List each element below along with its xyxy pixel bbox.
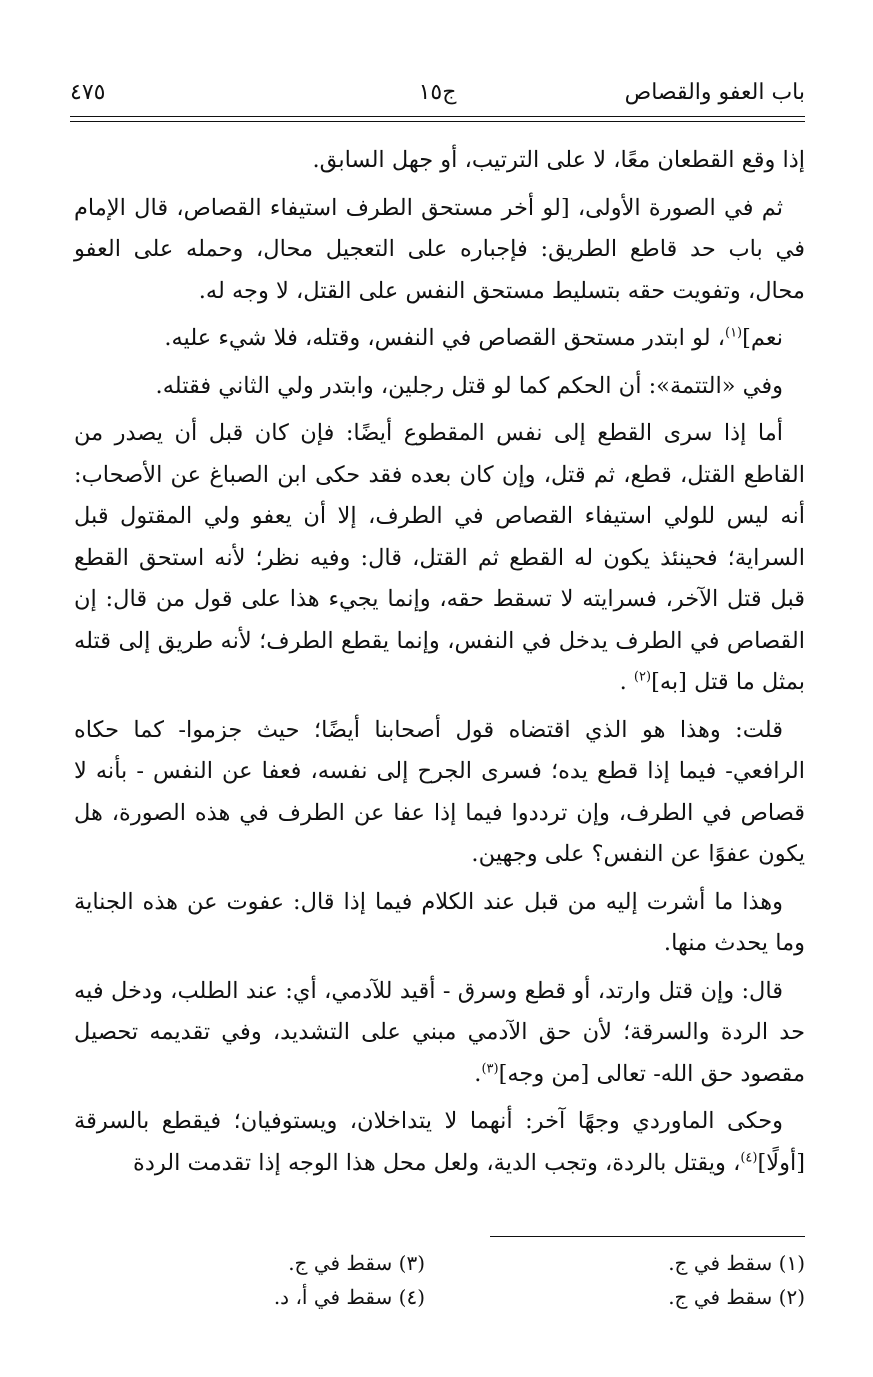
header-rule-bottom: [70, 121, 805, 122]
volume-label: ج١٥: [418, 80, 457, 105]
footnote-rule: [490, 1236, 805, 1237]
paragraph: ثم في الصورة الأولى، [لو أخر مستحق الطرف استيفاء القصاص، قال الإمام في باب حد قاطع الطريق: فإجباره على التعجيل محال، وحمله على العفو محال، وتفويت حقه بتسليط مستحق النفس على القتل، لا وجه له.: [74, 194, 805, 304]
footnote-ref: (٢): [633, 669, 652, 685]
main-text: [74, 140, 805, 1190]
footnote-ref: (٤): [740, 1150, 758, 1165]
paragraph: قال: وإن قتل وارتد، أو قطع وسرق - أقيد للآدمي، أي: عند الطلب، ودخل فيه حد الردة والسرقة؛ لأن حق الآدمي مبني على التشديد، وفي تقديمه تحصيل مقصود حق الله- تعالى [من وجه]$^{(٣)}$.: [74, 977, 805, 1087]
footnote-ref: (٣): [481, 1061, 499, 1076]
running-header: [70, 74, 805, 114]
footnote: (١) سقط في ج.: [668, 1251, 805, 1275]
footnote: (٤) سقط في أ، د.: [273, 1285, 425, 1309]
header-rule-top: [70, 116, 805, 117]
footnote: (٢) سقط في ج.: [668, 1285, 805, 1309]
paragraph: إذا وقع القطعان معًا، لا على الترتيب، أو جهل السابق.: [312, 147, 805, 173]
footnote-column-left: [125, 1246, 425, 1314]
paragraph: وحكى الماوردي وجهًا آخر: أنهما لا يتداخلان، ويستوفيان؛ فيقطع بالسرقة [أولًا]$^{(٤)}$، ويقتل بالردة، وتجب الدية، ولعل محل هذا الوجه إذا تقدمت الردة: [74, 1108, 805, 1176]
paragraph: نعم]$^{(١)}$، لو ابتدر مستحق القصاص في النفس، وقتله، فلا شيء عليه.: [164, 325, 783, 351]
footnote: (٣) سقط في ج.: [288, 1251, 425, 1275]
paragraph: أما إذا سرى القطع إلى نفس المقطوع أيضًا: فإن كان قبل أن يصدر من القاطع القتل، قطع، ثم قتل، وإن كان بعده فقد حكى ابن الصباغ عن الأصحاب: أنه ليس للولي استيفاء القصاص في الطرف، إلا أن يعفو ولي المقتول قبل السراية؛ فحينئذ يكون له القطع ثم القتل، قال: وفيه نظر؛ لأنه استحق القطع قبل قتل الآخر، فسرايته لا تسقط حقه، وإنما يجيء هذا على قول من قال: إن القصاص في الطرف يدخل في النفس، وإنما يقطع الطرف؛ لأنه طريق إلى قتله بمثل ما قتل [به]$^{(٢)}$ .: [74, 420, 805, 695]
footnote-column-right: [505, 1246, 805, 1314]
paragraph: وفي «التتمة»: أن الحكم كما لو قتل رجلين، وابتدر ولي الثاني فقتله.: [155, 372, 783, 399]
footnote-ref: (١): [724, 325, 743, 341]
chapter-title: باب العفو والقصاص: [624, 80, 805, 105]
paragraph: وهذا ما أشرت إليه من قبل عند الكلام فيما إذا قال: عفوت عن هذه الجناية وما يحدث منها.: [74, 888, 805, 956]
page-number: ٤٧٥: [70, 80, 106, 105]
paragraph: قلت: وهذا هو الذي اقتضاه قول أصحابنا أيضًا؛ حيث جزموا- كما حكاه الرافعي- فيما إذا قطع يده؛ فسرى الجرح إلى نفسه، فعفا عن النفس - بأنه لا قصاص في الطرف، وإن ترددوا فيما إذا عفا عن الطرف في هذه الصورة، هل يكون عفوًا عن النفس؟ على وجهين.: [74, 716, 805, 867]
